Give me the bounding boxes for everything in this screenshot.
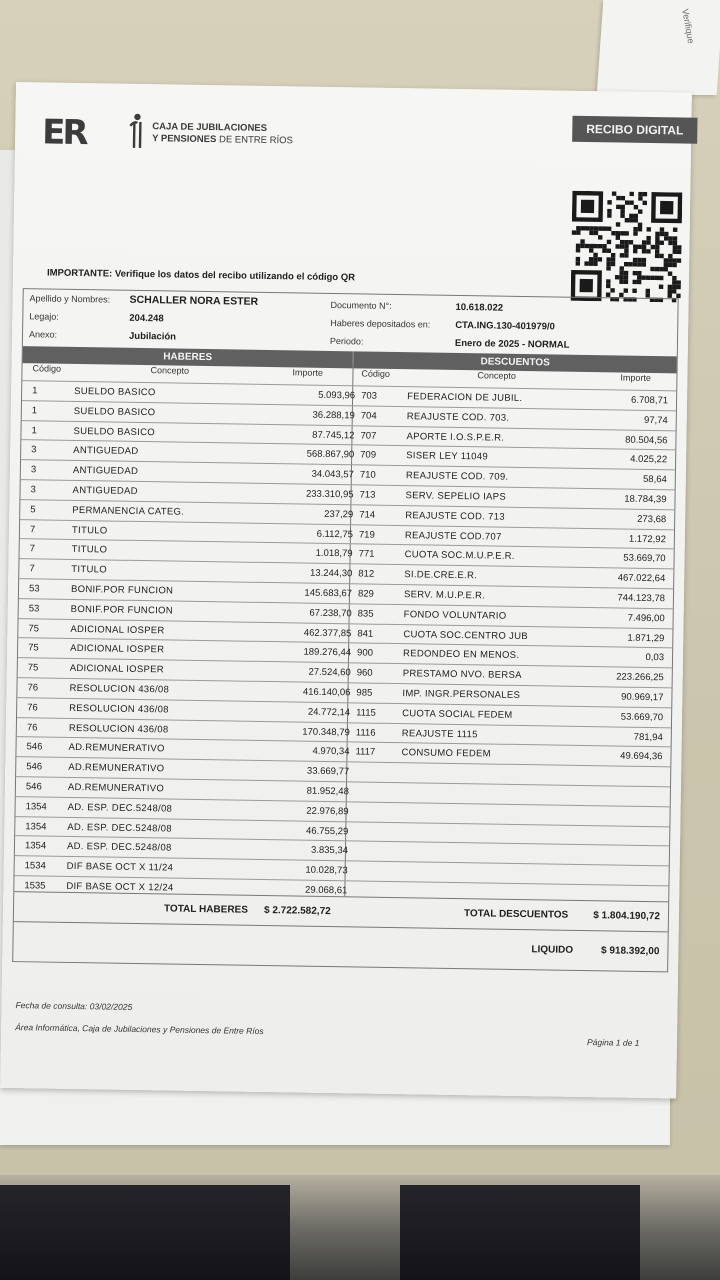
haberes-importe: 6.112,75 [316,528,354,540]
haberes-codigo: 7 [29,563,35,575]
haberes-codigo: 1 [32,385,38,397]
organization-name [152,121,293,147]
qr-code-icon [571,191,683,303]
descuentos-concepto: SERV. SEPELIO IAPS [405,490,507,503]
beneficiary-info [23,289,678,355]
descuentos-codigo: 960 [356,667,373,679]
haberes-concepto: RESOLUCION 436/08 [68,722,169,736]
haberes-col-importe: Importe [292,367,324,378]
haberes-header: HABERES [23,346,353,368]
haberes-codigo: 1354 [25,800,47,813]
haberes-codigo: 5 [30,504,36,516]
haberes-importe: 46.755,29 [305,825,349,837]
descuentos-concepto: REAJUSTE COD. 703. [406,410,510,424]
haberes-concepto: TITULO [71,544,108,556]
haberes-concepto: AD. ESP. DEC.5248/08 [66,841,172,854]
apellido-value: SCHALLER NORA ESTER [129,293,259,308]
descuentos-codigo: 719 [358,529,375,541]
dark-object-right [400,1185,640,1280]
haberes-codigo: 53 [28,603,40,615]
descuentos-codigo: 900 [356,647,374,660]
haberes-codigo: 75 [28,622,40,634]
legajo-label: Legajo: [29,311,59,322]
haberes-concepto: TITULO [71,564,108,576]
haberes-importe: 145.683,67 [304,587,353,600]
descuentos-codigo: 812 [358,568,375,580]
haberes-codigo: 546 [26,741,43,753]
descuentos-concepto: SERV. M.U.P.E.R. [403,589,486,602]
descuentos-importe: 7.496,00 [627,612,665,625]
haberes-concepto: DIF BASE OCT X 12/24 [66,880,174,894]
descuentos-concepto: REAJUSTE COD. 709. [405,470,509,483]
haberes-importe: 170.348,79 [302,726,350,738]
haberes-concepto: AD. ESP. DEC.5248/08 [67,821,172,835]
haberes-importe: 233.310,95 [305,488,354,501]
haberes-importe: 1.018,79 [315,548,353,560]
org-name-line2-rest: DE ENTRE RÍOS [218,134,293,147]
haberes-importe: 416.140,06 [302,686,351,699]
haberes-codigo: 3 [31,444,37,456]
descuentos-importe: 0,03 [645,652,665,664]
haberes-importe: 189.276,44 [303,646,352,659]
descuentos-col-importe: Importe [620,372,652,384]
descuentos-header: DESCUENTOS [354,351,677,373]
descuentos-concepto: REDONDEO EN MENOS. [402,648,520,662]
descuentos-codigo: 841 [357,627,374,640]
descuentos-codigo: 835 [357,608,374,620]
descuentos-codigo: 707 [360,430,377,442]
haberes-col-concepto: Concepto [150,365,190,376]
haberes-concepto: PERMANENCIA CATEG. [72,504,185,518]
haberes-codigo: 53 [28,583,40,595]
periodo-label: Periodo: [329,335,364,347]
haberes-codigo: 76 [26,721,38,733]
haberes-importe: 568.867,90 [306,449,355,461]
haberes-importe: 237,29 [324,508,354,521]
org-name-line1: CAJA DE JUBILACIONES [152,121,268,134]
receipt-sheet [0,82,692,1098]
haberes-concepto: ADICIONAL IOSPER [70,643,165,656]
descuentos-importe: 273,68 [637,513,667,526]
haberes-importe: 3.835,34 [310,845,349,857]
haberes-importe: 67.238,70 [309,607,352,620]
haberes-codigo: 75 [27,662,39,674]
haberes-importe: 33.669,77 [306,765,350,778]
haberes-concepto: TITULO [71,524,108,537]
haberes-importe: 36.288,19 [312,409,355,422]
descuentos-concepto: REAJUSTE 1115 [401,727,478,740]
haberes-importe: 13.244,30 [309,567,353,580]
descuentos-codigo: 710 [359,469,376,481]
descuentos-importe: 1.172,92 [628,533,666,545]
descuentos-concepto: CUOTA SOC.M.U.P.E.R. [404,549,515,563]
haberes-concepto: AD.REMUNERATIVO [68,742,165,755]
descuentos-importe: 49.694,36 [620,750,663,763]
haberes-codigo: 546 [25,781,42,793]
descuentos-importe: 1.871,29 [627,632,665,644]
descuentos-codigo: 709 [360,449,377,462]
haberes-importe: 22.976,89 [306,805,349,818]
haberes-depositados-value: CTA.ING.130-401979/0 [455,319,555,333]
descuentos-concepto: SI.DE.CRE.E.R. [404,569,478,582]
descuentos-codigo: 1117 [355,746,376,759]
haberes-codigo: 1 [31,424,37,436]
receipt-table [12,288,679,972]
liquido-label: LIQUIDO [531,944,574,956]
descuentos-concepto: SISER LEY 11049 [406,450,489,463]
descuentos-col-concepto: Concepto [477,370,517,381]
haberes-codigo: 1 [31,405,38,417]
haberes-concepto: SUELDO BASICO [74,385,156,399]
haberes-codigo: 7 [29,523,36,535]
descuentos-concepto: REAJUSTE COD. 713 [405,509,505,523]
descuentos-importe: 80.504,56 [625,434,668,446]
haberes-concepto: RESOLUCION 436/08 [69,702,169,716]
total-haberes-value: $ 2.722.582,72 [263,904,331,918]
recibo-digital-badge: RECIBO DIGITAL [572,116,697,144]
haberes-codigo: 75 [28,642,39,654]
haberes-concepto: ANTIGUEDAD [72,465,139,478]
background-paper-corner [597,0,720,95]
descuentos-codigo: 1116 [355,726,376,739]
liquido-value: $ 918.392,00 [600,945,660,958]
descuentos-importe: 18.784,39 [624,493,667,506]
descuentos-concepto: CONSUMO FEDEM [401,747,491,760]
haberes-concepto: ADICIONAL IOSPER [69,663,165,676]
descuentos-importe: 53.669,70 [623,552,666,565]
descuentos-concepto: CUOTA SOC.CENTRO JUB [403,628,529,642]
descuentos-importe: 781,94 [633,731,663,743]
haberes-concepto: AD. ESP. DEC.5248/08 [67,801,173,815]
descuentos-importe: 90.969,17 [621,691,664,704]
person-logo-icon [121,112,148,152]
descuentos-codigo: 771 [358,548,375,561]
haberes-importe: 10.028,73 [305,864,348,877]
haberes-concepto: ADICIONAL IOSPER [70,623,165,636]
descuentos-codigo: 713 [359,489,376,501]
background-paper-text: Verifique [680,8,697,45]
haberes-codigo: 3 [30,484,36,496]
apellido-label: Apellido y Nombres: [29,293,111,305]
documento-value: 10.618.022 [455,301,504,314]
haberes-importe: 27.524,60 [308,666,351,679]
total-haberes-label: TOTAL HABERES [163,903,249,916]
haberes-concepto: BONIF.POR FUNCION [70,583,174,597]
descuentos-importe: 53.669,70 [620,711,664,723]
haberes-concepto: AD.REMUNERATIVO [67,781,165,795]
haberes-codigo: 1535 [24,880,46,892]
descuentos-importe: 6.708,71 [631,394,669,407]
haberes-importe: 34.043,57 [311,468,354,481]
total-descuentos-value: $ 1.804.190,72 [593,910,661,923]
haberes-importe: 24.772,14 [307,706,351,719]
haberes-importe: 81.952,48 [306,785,349,798]
haberes-concepto: ANTIGUEDAD [73,445,139,458]
dark-object-left [0,1185,290,1280]
haberes-concepto: DIF BASE OCT X 11/24 [66,861,174,874]
periodo-value: Enero de 2025 - NORMAL [454,337,570,351]
descuentos-importe: 58,64 [642,474,667,486]
descuentos-importe: 223.266,25 [616,671,664,684]
documento-label: Documento N°: [330,299,392,311]
descuentos-concepto: FEDERACION DE JUBIL. [407,391,523,404]
descuentos-codigo: 714 [359,509,376,521]
important-notice: IMPORTANTE: Verifique los datos del recibo utilizando el código QR [46,267,356,284]
haberes-col-codigo: Código [32,363,62,374]
haberes-codigo: 76 [27,702,38,714]
haberes-codigo: 3 [30,464,37,476]
descuentos-codigo: 985 [356,687,373,699]
descuentos-codigo: 703 [361,390,378,402]
haberes-codigo: 76 [27,682,39,694]
org-name-line2-bold: Y PENSIONES [152,133,217,146]
haberes-codigo: 1354 [25,820,47,833]
haberes-codigo: 7 [29,543,36,555]
haberes-concepto: SUELDO BASICO [73,405,156,419]
haberes-concepto: BONIF.POR FUNCION [70,603,174,617]
haberes-depositados-label: Haberes depositados en: [330,317,431,330]
descuentos-codigo: 829 [357,588,374,600]
descuentos-importe: 744.123,78 [617,592,666,605]
anexo-label: Anexo: [28,329,58,340]
haberes-concepto: AD.REMUNERATIVO [68,762,165,775]
area-informatica: Área Informática, Caja de Jubilaciones y Pensiones de Entre Ríos [15,1022,264,1037]
logo-er: ER [41,112,86,154]
descuentos-concepto: FONDO VOLUNTARIO [403,608,507,622]
haberes-importe: 462.377,85 [303,627,352,639]
descuentos-concepto: REAJUSTE COD.707 [404,529,502,543]
haberes-codigo: 1534 [24,860,46,872]
haberes-codigo: 546 [26,761,43,773]
descuentos-concepto: CUOTA SOCIAL FEDEM [402,707,513,721]
legajo-value: 204.248 [129,312,164,325]
descuentos-concepto: IMP. INGR.PERSONALES [402,688,521,701]
descuentos-codigo: 1115 [356,707,376,719]
total-descuentos-label: TOTAL DESCUENTOS [463,908,569,921]
line-items [14,380,676,905]
descuentos-codigo: 704 [360,410,377,422]
page-number: Página 1 de 1 [586,1037,640,1048]
descuentos-importe: 97,74 [643,414,668,427]
haberes-importe: 87.745,12 [312,429,355,441]
descuentos-concepto: PRESTAMO NVO. BERSA [402,668,522,682]
descuentos-importe: 4.025,22 [630,454,668,466]
descuentos-col-codigo: Código [361,368,391,379]
descuentos-concepto: APORTE I.O.S.P.E.R. [406,430,505,444]
descuentos-importe: 467.022,64 [617,572,666,585]
haberes-importe: 29.068,61 [304,884,348,897]
anexo-value: Jubilación [128,330,177,343]
haberes-concepto: RESOLUCION 436/08 [69,682,170,696]
haberes-importe: 4.970,34 [312,746,350,758]
haberes-importe: 5.093,96 [318,389,356,402]
fecha-consulta: Fecha de consulta: 03/02/2025 [15,1000,133,1012]
haberes-concepto: SUELDO BASICO [73,425,156,438]
haberes-concepto: ANTIGUEDAD [72,484,138,497]
haberes-codigo: 1354 [24,840,47,852]
